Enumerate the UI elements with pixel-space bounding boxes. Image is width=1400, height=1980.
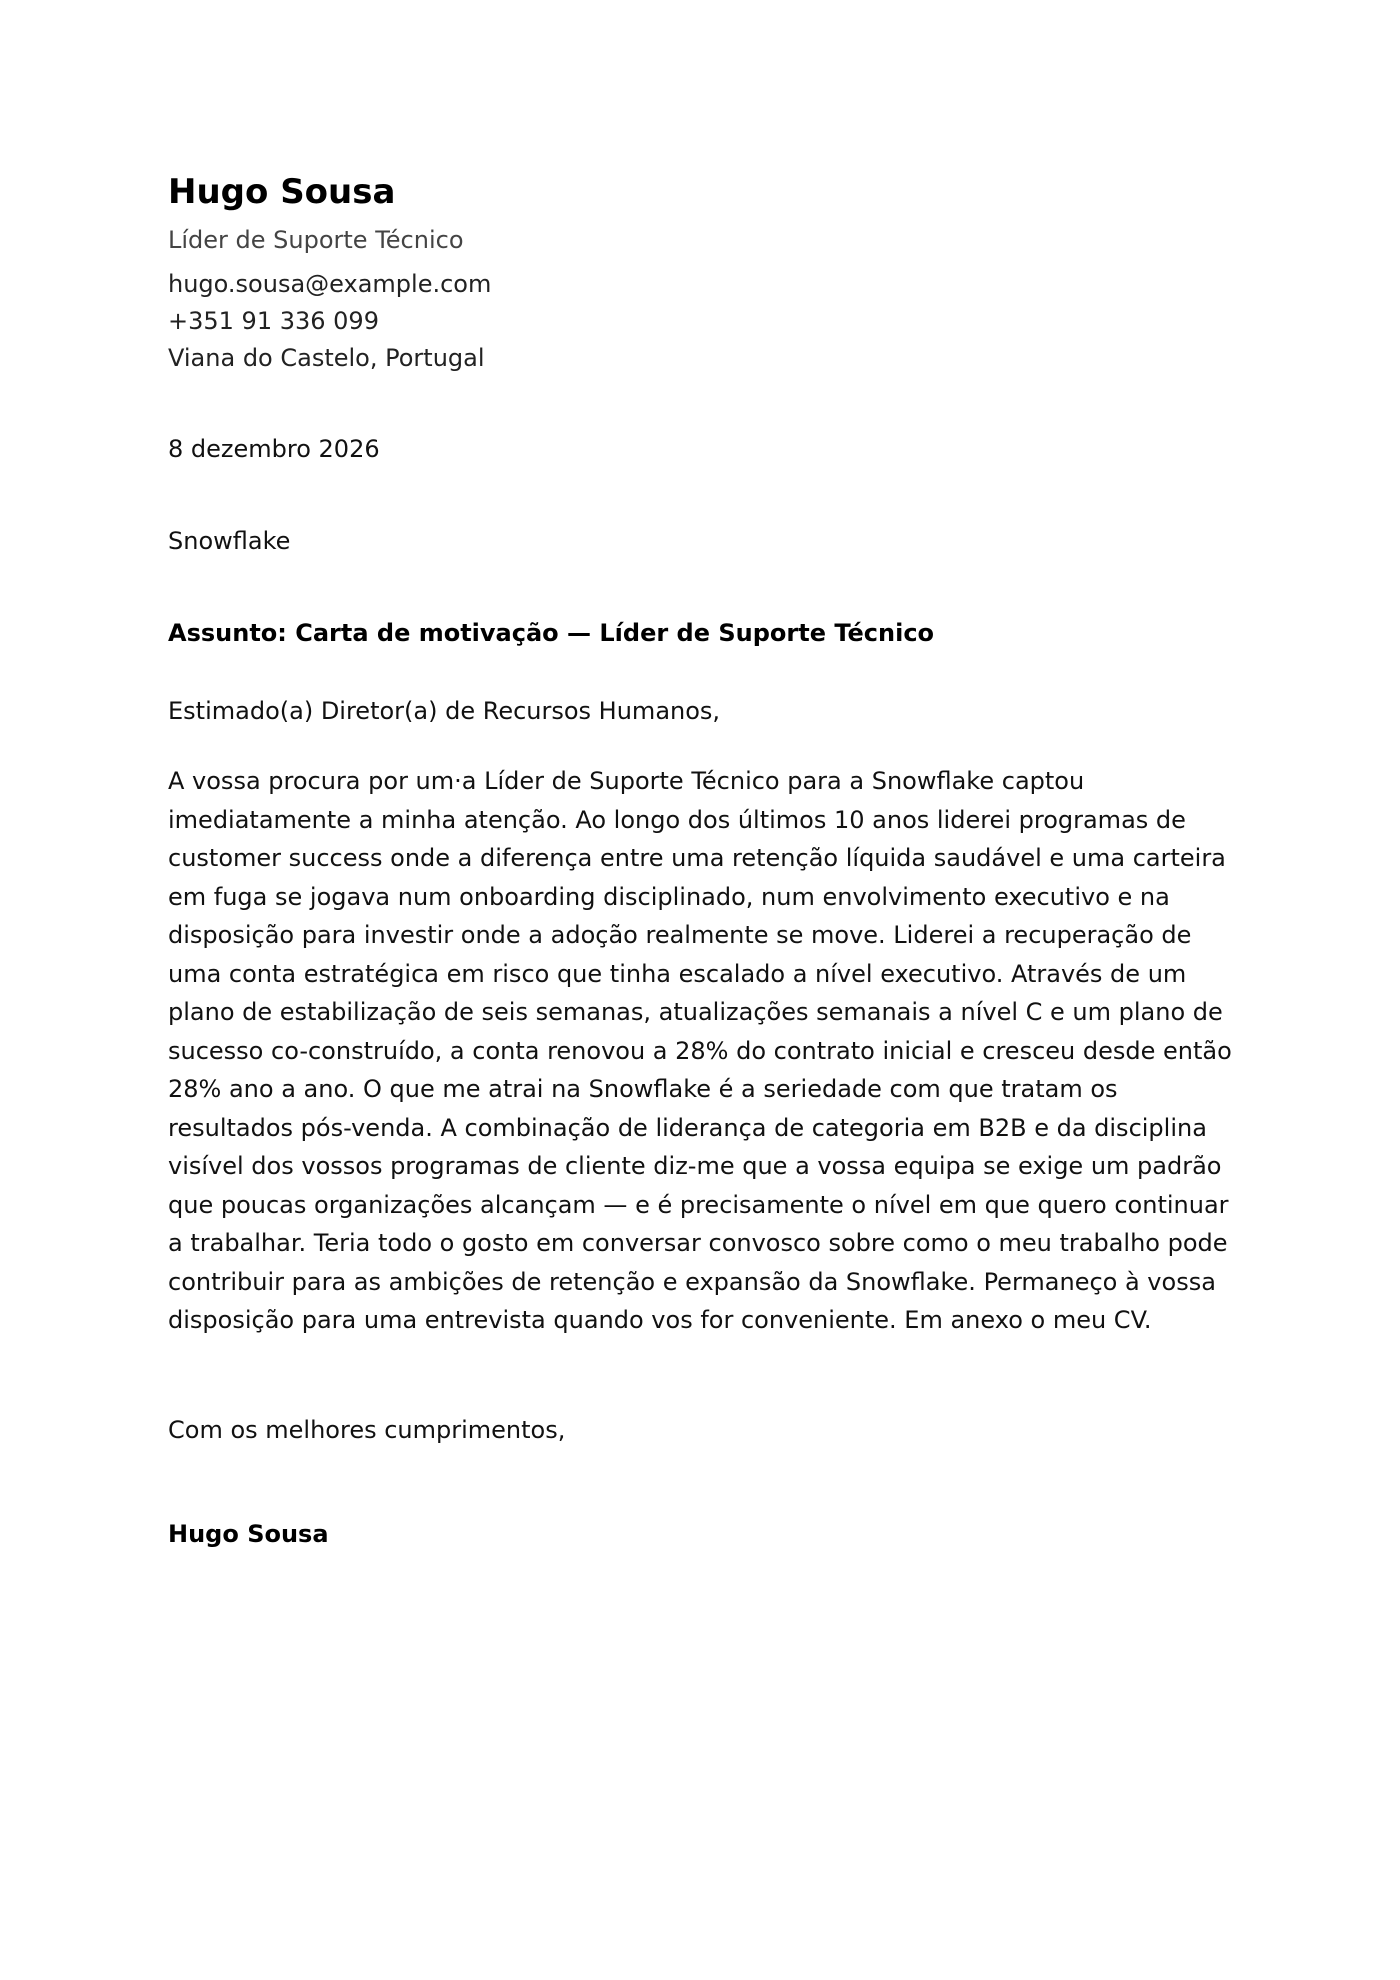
sender-name: Hugo Sousa xyxy=(168,172,396,212)
sender-phone: +351 91 336 099 xyxy=(168,307,379,335)
letter-salutation: Estimado(a) Diretor(a) de Recursos Humanos, xyxy=(168,697,721,725)
recipient-company: Snowflake xyxy=(168,527,291,555)
sender-email: hugo.sousa@example.com xyxy=(168,270,492,298)
letter-subject: Assunto: Carta de motivação — Líder de Suporte Técnico xyxy=(168,619,935,647)
letter-body: A vossa procura por um·a Líder de Suporte Técnico para a Snowflake captou imediatamente a minha atenção. Ao longo dos últimos 10 anos liderei programas de customer success onde a diferença entre uma retenção líquida saudável e uma carteira em fuga se jogava num onboarding disciplinado, num envolvimento executivo e na disposição para investir onde a adoção realmente se move. Liderei a recuperação de uma conta estratégica em risco que tinha escalado a nível executivo. Através de um plano de estabilização de seis semanas, atualizações semanais a nível C e um plano de sucesso co-construído, a conta renovou a 28% do contrato inicial e cresceu desde então 28% ano a ano. O que me atrai na Snowflake é a seriedade com que tratam os resultados pós-venda. A combinação de liderança de categoria em B2B e da disciplina visível dos vossos programas de cliente diz-me que a vossa equipa se exige um padrão que poucas organizações alcançam — e é precisamente o nível em que quero continuar a trabalhar. Teria todo o gosto em conversar convosco sobre como o meu trabalho pode contribuir para as ambições de retenção e expansão da Snowflake. Permaneço à vossa disposição para uma entrevista quando vos for conveniente. Em anexo o meu CV. xyxy=(168,767,1232,1334)
letter-signature: Hugo Sousa xyxy=(168,1519,329,1548)
letter-date: 8 dezembro 2026 xyxy=(168,435,380,463)
cover-letter xyxy=(168,168,1248,1552)
sender-header xyxy=(168,168,1248,377)
sender-location: Viana do Castelo, Portugal xyxy=(168,344,485,372)
letter-closing: Com os melhores cumprimentos, xyxy=(168,1415,566,1444)
sender-title: Líder de Suporte Técnico xyxy=(168,226,464,254)
